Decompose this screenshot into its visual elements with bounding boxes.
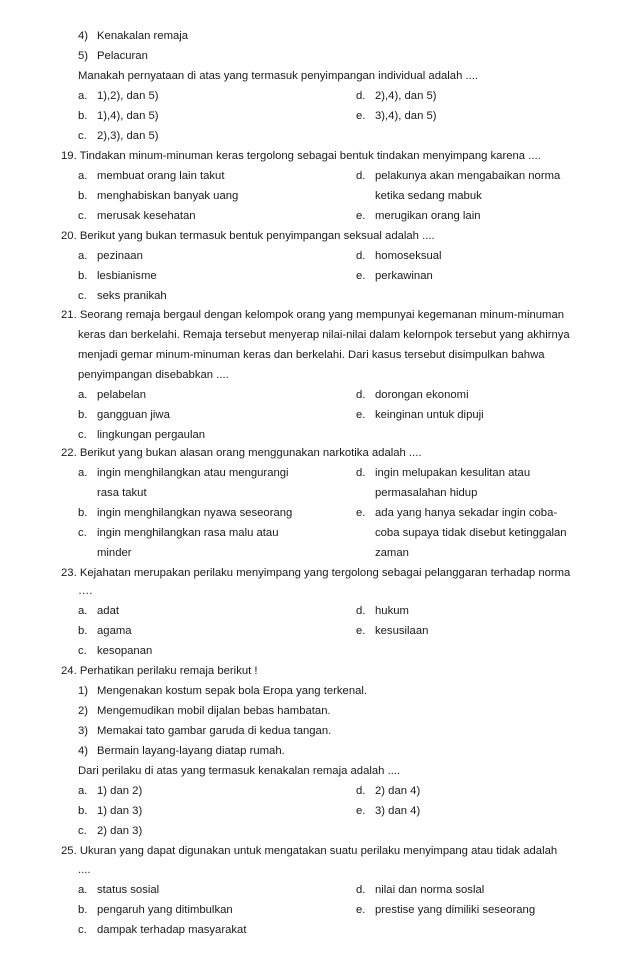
list-item-text: Kenakalan remaja [97, 30, 189, 42]
list-number: 1) [78, 685, 89, 697]
option-text: 2),3), dan 5) [97, 130, 159, 142]
question-stem: 23. Kejahatan merupakan perilaku menyimpang yang tergolong sebagai pelanggaran terhadap norma [61, 567, 571, 579]
option-letter: c. [78, 210, 87, 222]
list-item-text: Pelacuran [97, 50, 148, 62]
option-letter: b. [78, 507, 88, 519]
option-text: ketika sedang mabuk [375, 190, 482, 202]
option-letter: a. [78, 389, 88, 401]
option-text: dampak terhadap masyarakat [97, 924, 247, 936]
question-stem: menjadi gemar minum-minuman keras dan berkelahi. Dari kasus tersebut disimpulkan bahwa [78, 349, 545, 361]
question-prompt: Dari perilaku di atas yang termasuk kenakalan remaja adalah .... [78, 765, 401, 777]
question-stem: .... [78, 864, 91, 876]
option-letter: e. [356, 409, 366, 421]
option-text: permasalahan hidup [375, 487, 478, 499]
question-stem: 25. Ukuran yang dapat digunakan untuk mengatakan suatu perilaku menyimpang atau tidak adalah [61, 845, 558, 857]
question-stem: penyimpangan disebabkan .... [78, 369, 229, 381]
option-text: prestise yang dimiliki seseorang [375, 904, 536, 916]
option-letter: e. [356, 270, 366, 282]
option-letter: e. [356, 805, 366, 817]
option-letter: d. [356, 785, 366, 797]
option-text: 1),4), dan 5) [97, 110, 159, 122]
list-item-text: Mengemudikan mobil dijalan bebas hambatan. [97, 705, 331, 717]
option-letter: b. [78, 270, 88, 282]
option-text: 2) dan 4) [375, 785, 421, 797]
option-letter: c. [78, 825, 87, 837]
option-letter: e. [356, 210, 366, 222]
option-text: 3),4), dan 5) [375, 110, 437, 122]
question-stem: keras dan berkelahi. Remaja tersebut menyerap nilai-nilai dalam kelornpok tersebut yang akhirnya [78, 329, 570, 341]
option-letter: d. [356, 605, 366, 617]
question-stem: 22. Berikut yang bukan alasan orang menggunakan narkotika adalah .... [61, 447, 422, 459]
option-letter: c. [78, 924, 87, 936]
option-text: nilai dan norma soslal [375, 884, 485, 896]
option-letter: a. [78, 90, 88, 102]
option-letter: a. [78, 467, 88, 479]
option-text: ada yang hanya sekadar ingin coba- [375, 507, 558, 519]
option-letter: a. [78, 605, 88, 617]
option-text: merusak kesehatan [97, 210, 196, 222]
option-text: coba supaya tidak disebut ketinggalan [375, 527, 567, 539]
option-text: 1) dan 2) [97, 785, 143, 797]
option-text: adat [97, 605, 119, 617]
option-text: pengaruh yang ditimbulkan [97, 904, 233, 916]
question-stem: 19. Tindakan minum-minuman keras tergolong sebagai bentuk tindakan menyimpang karena .... [61, 150, 541, 162]
option-text: pelakunya akan mengabaikan norma [375, 170, 561, 182]
option-letter: d. [356, 170, 366, 182]
option-text: pezinaan [97, 250, 143, 262]
option-text: membuat orang lain takut [97, 170, 225, 182]
option-text: gangguan jiwa [97, 409, 170, 421]
option-text: keinginan untuk dipuji [375, 409, 484, 421]
list-number: 4) [78, 30, 89, 42]
option-letter: e. [356, 110, 366, 122]
option-letter: b. [78, 190, 88, 202]
option-text: dorongan ekonomi [375, 389, 469, 401]
option-text: hukum [375, 605, 409, 617]
list-item-text: Memakai tato gambar garuda di kedua tangan. [97, 725, 332, 737]
option-letter: c. [78, 527, 87, 539]
option-letter: b. [78, 110, 88, 122]
option-text: ingin melupakan kesulitan atau [375, 467, 531, 479]
option-letter: a. [78, 170, 88, 182]
option-text: kesopanan [97, 645, 153, 657]
option-text: minder [97, 547, 132, 559]
option-text: merugikan orang lain [375, 210, 481, 222]
option-letter: a. [78, 884, 88, 896]
list-item-text: Mengenakan kostum sepak bola Eropa yang terkenal. [97, 685, 368, 697]
option-text: lesbianisme [97, 270, 157, 282]
option-letter: d. [356, 467, 366, 479]
option-text: agama [97, 625, 132, 637]
question-stem: …. [78, 585, 93, 597]
option-text: ingin menghilangkan nyawa seseorang [97, 507, 293, 519]
option-text: seks pranikah [97, 290, 167, 302]
option-text: 1),2), dan 5) [97, 90, 159, 102]
option-letter: a. [78, 250, 88, 262]
option-text: perkawinan [375, 270, 433, 282]
option-letter: e. [356, 904, 366, 916]
option-letter: e. [356, 625, 366, 637]
option-text: rasa takut [97, 487, 147, 499]
question-prompt: Manakah pernyataan di atas yang termasuk penyimpangan individual adalah .... [78, 70, 479, 82]
question-stem: 20. Berikut yang bukan termasuk bentuk penyimpangan seksual adalah .... [61, 230, 435, 242]
option-text: homoseksual [375, 250, 442, 262]
option-letter: d. [356, 884, 366, 896]
option-letter: c. [78, 290, 87, 302]
question-stem: 21. Seorang remaja bergaul dengan kelompok orang yang mempunyai kegemanan minum-minuman [61, 309, 565, 321]
option-text: pelabelan [97, 389, 146, 401]
option-letter: c. [78, 429, 87, 441]
option-letter: e. [356, 507, 366, 519]
option-letter: a. [78, 785, 88, 797]
option-letter: b. [78, 904, 88, 916]
list-number: 4) [78, 745, 89, 757]
list-number: 2) [78, 705, 89, 717]
option-text: status sosial [97, 884, 160, 896]
option-text: 2),4), dan 5) [375, 90, 437, 102]
option-letter: d. [356, 90, 366, 102]
list-number: 5) [78, 50, 89, 62]
option-text: menghabiskan banyak uang [97, 190, 239, 202]
option-letter: b. [78, 409, 88, 421]
question-stem: 24. Perhatikan perilaku remaja berikut ! [61, 665, 258, 677]
option-letter: c. [78, 130, 87, 142]
option-text: lingkungan pergaulan [97, 429, 206, 441]
option-letter: d. [356, 250, 366, 262]
option-text: 1) dan 3) [97, 805, 143, 817]
option-text: ingin menghilangkan rasa malu atau [97, 527, 279, 539]
option-text: zaman [375, 547, 409, 559]
option-text: kesusilaan [375, 625, 429, 637]
option-text: ingin menghilangkan atau mengurangi [97, 467, 289, 479]
option-letter: b. [78, 805, 88, 817]
option-text: 2) dan 3) [97, 825, 143, 837]
list-number: 3) [78, 725, 89, 737]
option-text: 3) dan 4) [375, 805, 421, 817]
option-letter: c. [78, 645, 87, 657]
option-letter: d. [356, 389, 366, 401]
option-letter: b. [78, 625, 88, 637]
list-item-text: Bermain layang-layang diatap rumah. [97, 745, 285, 757]
